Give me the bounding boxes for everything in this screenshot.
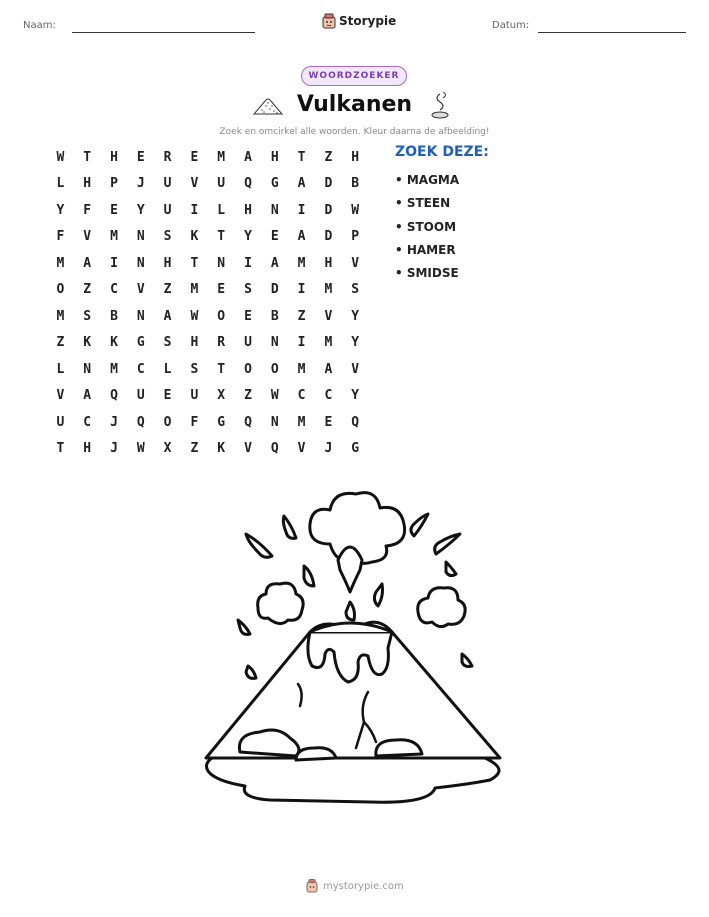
grid-cell[interactable]: R xyxy=(217,335,226,351)
grid-cell[interactable]: Z xyxy=(56,335,65,351)
grid-cell[interactable]: H xyxy=(83,441,92,457)
grid-cell[interactable]: A xyxy=(297,229,306,245)
storypie-mascot-icon xyxy=(306,879,318,893)
grid-cell[interactable]: Q xyxy=(244,414,252,430)
grid-cell[interactable]: E xyxy=(244,308,252,324)
grid-cell[interactable]: O xyxy=(217,308,226,324)
grid-cell[interactable]: I xyxy=(297,282,306,298)
grid-cell[interactable]: H xyxy=(163,255,172,271)
grid-cell[interactable]: J xyxy=(136,176,145,192)
grid-cell[interactable]: I xyxy=(244,255,252,271)
grid-cell[interactable]: M xyxy=(297,414,306,430)
grid-cell[interactable]: M xyxy=(56,255,65,271)
grid-cell[interactable]: U xyxy=(136,388,145,404)
grid-cell[interactable]: T xyxy=(190,255,199,271)
grid-cell[interactable]: I xyxy=(190,202,199,218)
grid-cell[interactable]: K xyxy=(83,335,92,351)
smoke-icon xyxy=(428,90,452,120)
grid-cell[interactable]: W xyxy=(351,202,360,218)
grid-cell[interactable]: Z xyxy=(297,308,306,324)
grid-cell[interactable]: S xyxy=(163,229,172,245)
grid-cell[interactable]: P xyxy=(351,229,360,245)
grid-cell[interactable]: M xyxy=(217,149,226,165)
name-line[interactable] xyxy=(72,32,255,33)
grid-cell[interactable]: U xyxy=(244,335,252,351)
grid-cell[interactable]: A xyxy=(163,308,172,324)
grid-cell[interactable]: S xyxy=(190,361,199,377)
letter-grid xyxy=(47,144,369,462)
grid-cell[interactable]: W xyxy=(190,308,199,324)
word-list xyxy=(395,171,459,287)
instructions: Zoek en omcirkel alle woorden. Kleur daarna de afbeelding! xyxy=(219,127,490,137)
grid-row xyxy=(47,250,369,277)
name-label: Naam: xyxy=(23,20,56,31)
grid-cell[interactable]: T xyxy=(217,361,226,377)
grid-cell[interactable]: M xyxy=(297,255,306,271)
grid-cell[interactable]: N xyxy=(136,229,145,245)
grid-cell[interactable]: U xyxy=(163,202,172,218)
grid-cell[interactable]: A xyxy=(297,176,306,192)
footer-url[interactable]: mystorypie.com xyxy=(323,880,404,892)
grid-cell[interactable]: O xyxy=(56,282,65,298)
page-title: Vulkanen xyxy=(296,92,413,117)
grid-cell[interactable]: S xyxy=(351,282,360,298)
grid-row xyxy=(47,171,369,198)
grid-cell[interactable]: Y xyxy=(351,388,360,404)
grid-cell[interactable]: Q xyxy=(244,176,252,192)
date-label: Datum: xyxy=(492,20,530,31)
grid-cell[interactable]: H xyxy=(110,149,118,165)
grid-cell[interactable]: V xyxy=(351,361,360,377)
grid-cell[interactable]: N xyxy=(136,255,145,271)
grid-cell[interactable]: M xyxy=(110,229,118,245)
grid-cell[interactable]: M xyxy=(56,308,65,324)
grid-cell[interactable]: N xyxy=(270,202,279,218)
grid-cell[interactable]: V xyxy=(83,229,92,245)
grid-cell[interactable]: S xyxy=(244,282,252,298)
grid-cell[interactable]: F xyxy=(83,202,92,218)
grid-cell[interactable]: Q xyxy=(136,414,145,430)
grid-cell[interactable]: Y xyxy=(351,335,360,351)
brand-name: Storypie xyxy=(339,14,397,28)
grid-cell[interactable]: Q xyxy=(110,388,118,404)
grid-cell[interactable]: Q xyxy=(270,441,279,457)
grid-cell[interactable]: C xyxy=(83,414,92,430)
grid-cell[interactable]: N xyxy=(270,414,279,430)
grid-cell[interactable]: D xyxy=(324,202,333,218)
grid-cell[interactable]: R xyxy=(163,149,172,165)
brand xyxy=(322,13,396,29)
word-list-item: • STOOM xyxy=(395,219,457,234)
grid-cell[interactable]: W xyxy=(56,149,65,165)
grid-row xyxy=(47,330,369,357)
grid-cell[interactable]: H xyxy=(83,176,92,192)
grid-cell[interactable]: T xyxy=(83,149,92,165)
grid-cell[interactable]: Y xyxy=(136,202,145,218)
grid-cell[interactable]: N xyxy=(136,308,145,324)
grid-cell[interactable]: G xyxy=(217,414,226,430)
grid-cell[interactable]: M xyxy=(324,335,333,351)
worksheet-type-badge: WOORDZOEKER xyxy=(301,66,407,86)
grid-cell[interactable]: E xyxy=(136,149,145,165)
grid-cell[interactable]: H xyxy=(190,335,199,351)
grid-cell[interactable]: G xyxy=(351,441,360,457)
grid-cell[interactable]: S xyxy=(163,335,172,351)
grid-cell[interactable]: V xyxy=(244,441,252,457)
grid-cell[interactable]: C xyxy=(110,282,118,298)
grid-cell[interactable]: W xyxy=(136,441,145,457)
grid-cell[interactable]: V xyxy=(56,388,65,404)
grid-cell[interactable]: T xyxy=(56,441,65,457)
grid-row xyxy=(47,303,369,330)
grid-cell[interactable]: M xyxy=(110,361,118,377)
grid-cell[interactable]: D xyxy=(324,176,333,192)
grid-cell[interactable]: E xyxy=(110,202,118,218)
grid-cell[interactable]: M xyxy=(190,282,199,298)
word-list-item: • HAMER xyxy=(395,242,456,257)
grid-cell[interactable]: E xyxy=(324,414,333,430)
grid-row xyxy=(47,144,369,171)
grid-cell[interactable]: O xyxy=(270,361,279,377)
grid-cell[interactable]: I xyxy=(110,255,118,271)
word-list-title: ZOEK DEZE: xyxy=(395,144,489,160)
grid-cell[interactable]: K xyxy=(217,441,226,457)
grid-cell[interactable]: D xyxy=(270,282,279,298)
grid-cell[interactable]: H xyxy=(351,149,360,165)
grid-cell[interactable]: B xyxy=(351,176,360,192)
grid-row xyxy=(47,383,369,410)
grid-cell[interactable]: E xyxy=(270,229,279,245)
grid-cell[interactable]: L xyxy=(163,361,172,377)
grid-cell[interactable]: T xyxy=(297,149,306,165)
grid-cell[interactable]: V xyxy=(324,308,333,324)
grid-cell[interactable]: X xyxy=(217,388,226,404)
grid-cell[interactable]: Y xyxy=(351,308,360,324)
volcano-coloring-picture[interactable] xyxy=(200,486,510,806)
grid-row xyxy=(47,436,369,463)
grid-cell[interactable]: V xyxy=(190,176,199,192)
grid-cell[interactable]: A xyxy=(270,255,279,271)
grid-cell[interactable]: U xyxy=(56,414,65,430)
grid-cell[interactable]: Z xyxy=(83,282,92,298)
grid-cell[interactable]: U xyxy=(163,176,172,192)
grid-row xyxy=(47,277,369,304)
grid-cell[interactable]: B xyxy=(110,308,118,324)
storypie-mascot-icon xyxy=(322,13,336,29)
grid-cell[interactable]: U xyxy=(217,176,226,192)
word-list-item: • MAGMA xyxy=(395,173,460,187)
grid-cell[interactable]: M xyxy=(297,361,306,377)
grid-cell[interactable]: O xyxy=(244,361,252,377)
grid-cell[interactable]: Y xyxy=(244,229,252,245)
grid-cell[interactable]: W xyxy=(270,388,279,404)
grid-cell[interactable]: Z xyxy=(163,282,172,298)
grid-row xyxy=(47,197,369,224)
grid-cell[interactable]: L xyxy=(56,176,65,192)
grid-cell[interactable]: Y xyxy=(56,202,65,218)
grid-cell[interactable]: H xyxy=(244,202,252,218)
grid-cell[interactable]: H xyxy=(270,149,279,165)
footer xyxy=(306,879,404,893)
grid-cell[interactable]: K xyxy=(110,335,118,351)
grid-cell[interactable]: A xyxy=(83,388,92,404)
grid-cell[interactable]: I xyxy=(297,335,306,351)
grid-cell[interactable]: Z xyxy=(190,441,199,457)
grid-cell[interactable]: L xyxy=(56,361,65,377)
grid-row xyxy=(47,356,369,383)
grid-cell[interactable]: E xyxy=(190,149,199,165)
grid-cell[interactable]: N xyxy=(217,255,226,271)
grid-cell[interactable]: X xyxy=(163,441,172,457)
grid-cell[interactable]: N xyxy=(83,361,92,377)
grid-cell[interactable]: A xyxy=(83,255,92,271)
grid-cell[interactable]: P xyxy=(110,176,118,192)
grid-cell[interactable]: F xyxy=(190,414,199,430)
grid-cell[interactable]: B xyxy=(270,308,279,324)
word-list-item: • SMIDSE xyxy=(395,266,459,281)
grid-cell[interactable]: H xyxy=(324,255,333,271)
grid-cell[interactable]: A xyxy=(244,149,252,165)
grid-cell[interactable]: M xyxy=(324,282,333,298)
grid-cell[interactable]: V xyxy=(351,255,360,271)
grid-row xyxy=(47,409,369,436)
grid-row xyxy=(47,224,369,251)
date-line[interactable] xyxy=(538,32,686,33)
grid-cell[interactable]: F xyxy=(56,229,65,245)
grid-cell[interactable]: G xyxy=(270,176,279,192)
grid-cell[interactable]: I xyxy=(297,202,306,218)
grid-cell[interactable]: V xyxy=(297,441,306,457)
grid-cell[interactable]: N xyxy=(270,335,279,351)
grid-cell[interactable]: V xyxy=(136,282,145,298)
word-list-item: • STEEN xyxy=(395,196,451,211)
grid-cell[interactable]: J xyxy=(324,441,333,457)
grid-cell[interactable]: D xyxy=(324,229,333,245)
grid-cell[interactable]: K xyxy=(190,229,199,245)
grid-cell[interactable]: Z xyxy=(244,388,252,404)
grid-cell[interactable]: O xyxy=(163,414,172,430)
grid-cell[interactable]: C xyxy=(297,388,306,404)
grid-cell[interactable]: T xyxy=(217,229,226,245)
grid-cell[interactable]: J xyxy=(110,441,118,457)
grid-cell[interactable]: L xyxy=(217,202,226,218)
grid-cell[interactable]: J xyxy=(110,414,118,430)
grid-cell[interactable]: U xyxy=(190,388,199,404)
grid-cell[interactable]: S xyxy=(83,308,92,324)
grid-cell[interactable]: E xyxy=(217,282,226,298)
grid-cell[interactable]: Z xyxy=(324,149,333,165)
grid-cell[interactable]: C xyxy=(136,361,145,377)
grid-cell[interactable]: E xyxy=(163,388,172,404)
grid-cell[interactable]: G xyxy=(136,335,145,351)
grid-cell[interactable]: C xyxy=(324,388,333,404)
grid-cell[interactable]: Q xyxy=(351,414,360,430)
grid-cell[interactable]: A xyxy=(324,361,333,377)
